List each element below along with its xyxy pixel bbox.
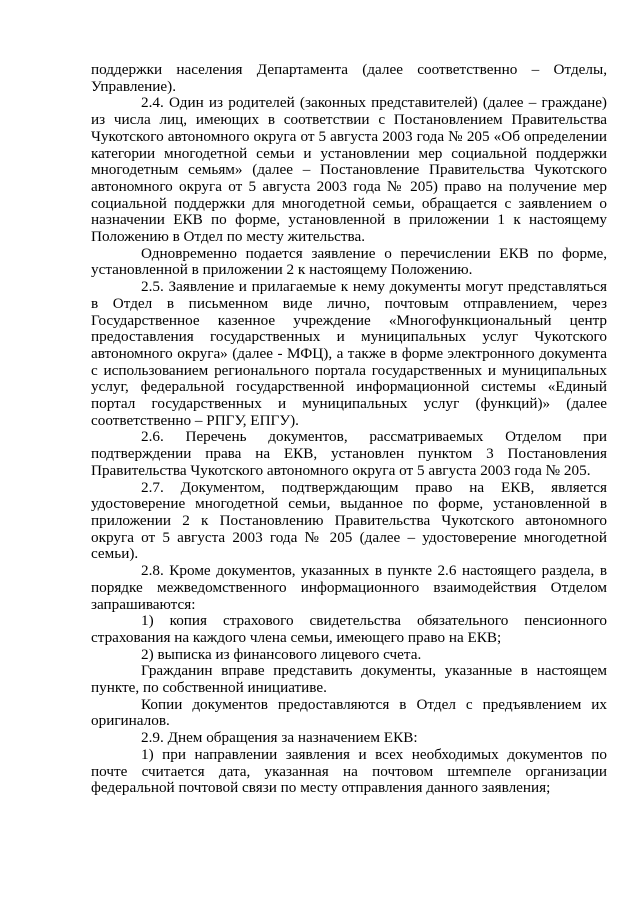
paragraph-copies: Копии документов предоставляются в Отдел с предъявлением их оригиналов. <box>91 695 607 730</box>
paragraph-2-8: 2.8. Кроме документов, указанных в пункте 2.6 настоящего раздела, в порядке межведомственного информационного взаимодействия Отделом запрашиваются: <box>91 562 607 613</box>
paragraph-2-5: 2.5. Заявление и прилагаемые к нему документы могут представляться в Отдел в письменном виде лично, почтовым отправлением, через Государственное казенное учреждение «Многофункциональный центр предоставления государственных и муниципальных услуг Чукотского автономного округа» (далее - МФЦ), а также в форме электронного документа с использованием регионального портала государственных и муниципальных услуг, федеральной государственной информационной системы «Единый портал государственных и муниципальных услуг (функций)» (далее соответственно – РПГУ, ЕПГУ). <box>91 278 607 429</box>
paragraph-2-9-item-1: 1) при направлении заявления и всех необходимых документов по почте считается дата, указанная на почтовом штемпеле организации федеральной почтовой связи по месту отправления данного заявления; <box>91 745 607 797</box>
list-item-1: 1) копия страхового свидетельства обязательного пенсионного страхования на каждого члена семьи, имеющего право на ЕКВ; <box>91 612 607 646</box>
list-item-2: 2) выписка из финансового лицевого счета. <box>141 645 422 663</box>
paragraph-continuation: поддержки населения Департамента (далее соответственно – Отделы, Управление). <box>91 61 607 95</box>
paragraph-2-9: 2.9. Днем обращения за назначением ЕКВ: <box>141 729 418 747</box>
paragraph-citizen-right: Гражданин вправе представить документы, указанные в настоящем пункте, по собственной инициативе. <box>91 662 607 697</box>
paragraph-2-4: 2.4. Один из родителей (законных представителей) (далее – граждане) из числа лиц, имеющих в соответствии с Постановлением Правительства Чукотского автономного округа от 5 августа 2003 года № 205 «Об определении категории многодетной семьи и установлении мер социальной поддержки многодетным семьям» (далее – Постановление Правительства Чукотского автономного округа от 5 августа 2003 года № 205) право на получение мер социальной поддержки для многодетной семьи, обращается с заявлением о назначении ЕКВ по форме, установленной в приложении 1 к настоящему Положению в Отдел по месту жительства. <box>91 94 607 246</box>
paragraph-2-7: 2.7. Документом, подтверждающим право на ЕКВ, является удостоверение многодетной семьи, выданное по форме, установленной в приложении 2 к Постановлению Правительства Чукотского автономного округа от 5 августа 2003 года № 205 (далее – удостоверение многодетной семьи). <box>91 478 607 563</box>
paragraph-simultaneous-application: Одновременно подается заявление о перечислении ЕКВ по форме, установленной в приложении 2 к настоящему Положению. <box>91 244 607 279</box>
paragraph-2-6: 2.6. Перечень документов, рассматриваемых Отделом при подтверждении права на ЕКВ, установлен пунктом 3 Постановления Правительства Чукотского автономного округа от 5 августа 2003 года № 205. <box>91 428 607 479</box>
